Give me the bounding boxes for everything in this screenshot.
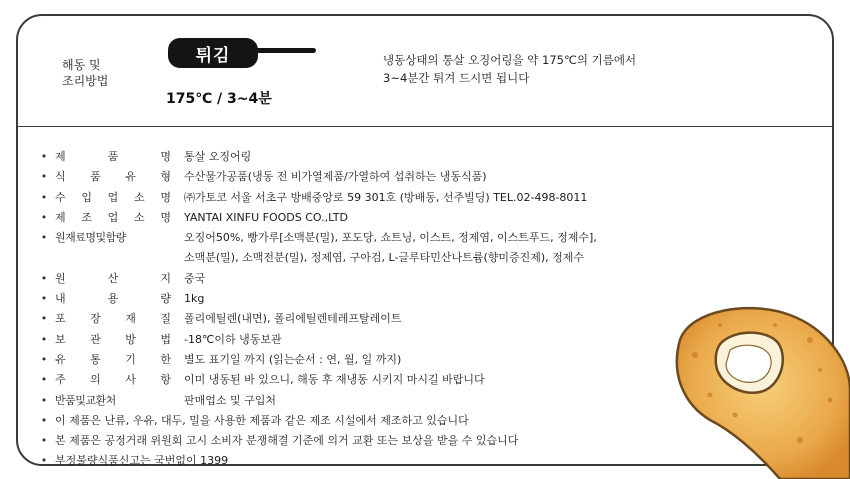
method-tab-tail [250, 48, 316, 53]
info-row [40, 167, 680, 187]
bullet: • [40, 190, 48, 204]
info-row [40, 350, 680, 370]
row-value: 소맥분(밀), 소맥전분(밀), 정제염, 구아검, L-글루타민산나트륨(향미증진제), 정제수 [184, 251, 585, 265]
info-row [40, 208, 680, 228]
info-row [40, 188, 680, 208]
row-key: 내 용 량 [55, 292, 171, 306]
bullet: • [40, 210, 48, 224]
info-row [40, 289, 680, 309]
row-key: 수 입 업 소 명 [55, 190, 171, 204]
bullet: • [40, 413, 48, 427]
bullet: • [40, 454, 48, 468]
bullet: • [40, 393, 48, 407]
row-value: 수산물가공품(냉동 전 비가열제품/가열하여 섭취하는 냉동식품) [184, 170, 487, 184]
row-value: 별도 표기일 까지 (읽는순서 : 연, 월, 일 까지) [184, 352, 402, 366]
row-key: 원재료명및함량 [55, 231, 126, 245]
row-key: 식 품 유 형 [55, 170, 171, 184]
bullet: • [40, 292, 48, 306]
info-row [40, 370, 680, 390]
row-key: 제 품 명 [55, 150, 171, 163]
info-row-continued [40, 248, 680, 268]
bullet: • [40, 170, 48, 184]
notice-text: 본 제품은 공정거래 위원회 고시 소비자 분쟁해결 기준에 의거 교환 또는 보상을 받을 수 있습니다 [55, 434, 519, 448]
info-row [40, 147, 680, 167]
row-value: -18℃이하 냉동보관 [184, 332, 282, 346]
bullet: • [40, 332, 48, 346]
squid-ring-illustration [660, 300, 850, 479]
info-row [40, 228, 680, 248]
row-value: 폴리에틸렌(내면), 폴리에틸렌테레프탈레이트 [184, 312, 402, 326]
notice-row [40, 411, 680, 431]
instruction-line2: 3~4분간 튀겨 드시면 됩니다 [383, 71, 530, 85]
method-tab: 튀김 [168, 38, 258, 68]
instruction-line1: 냉동상태의 통살 오징어링을 약 175℃의 기름에서 [383, 53, 637, 67]
row-value: 판매업소 및 구입처 [184, 393, 277, 407]
bullet: • [40, 373, 48, 387]
info-rows [40, 147, 680, 472]
bullet: • [40, 150, 48, 163]
row-value: 1kg [184, 292, 205, 306]
temp-time: 175℃ / 3~4분 [166, 91, 272, 107]
row-key: 주 의 사 항 [55, 373, 171, 387]
info-row [40, 330, 680, 350]
row-key: 원 산 지 [55, 271, 171, 285]
row-value: 오징어50%, 빵가루[소맥분(밀), 포도당, 쇼트닝, 이스트, 정제염, 이스트푸드, 정제수], [184, 231, 597, 245]
row-value: 이미 냉동된 바 있으니, 해동 후 재냉동 시키지 마시길 바랍니다 [184, 373, 485, 387]
row-key: 제 조 업 소 명 [55, 210, 171, 224]
cooking-label-line2: 조리방법 [62, 74, 109, 88]
cooking-label-line1: 해동 및 [62, 58, 101, 72]
bullet: • [40, 434, 48, 448]
bullet: • [40, 352, 48, 366]
row-key: 포 장 재 질 [55, 312, 171, 326]
bullet: • [40, 312, 48, 326]
bullet: • [40, 231, 48, 245]
row-key: 보 관 방 법 [55, 332, 171, 346]
notice-text: 이 제품은 난류, 우유, 대두, 밀을 사용한 제품과 같은 제조 시설에서 제조하고 있습니다 [55, 413, 469, 427]
row-value: 통살 오징어링 [184, 150, 252, 163]
row-key: 유 통 기 한 [55, 352, 171, 366]
notice-row [40, 451, 680, 471]
row-value: 중국 [184, 271, 206, 285]
info-row [40, 269, 680, 289]
bullet: • [40, 271, 48, 285]
info-row [40, 391, 680, 411]
row-value: ㈜가토코 서울 서초구 방배중앙로 59 301호 (방배동, 선주빌딩) TEL.02-498-8011 [184, 190, 588, 204]
info-row [40, 309, 680, 329]
notice-text: 부정불량식품신고는 국번없이 1399 [55, 454, 229, 468]
row-value: YANTAI XINFU FOODS CO.,LTD [184, 210, 348, 224]
section-divider [18, 126, 832, 127]
row-key: 반품및교환처 [55, 393, 116, 407]
notice-row [40, 431, 680, 451]
